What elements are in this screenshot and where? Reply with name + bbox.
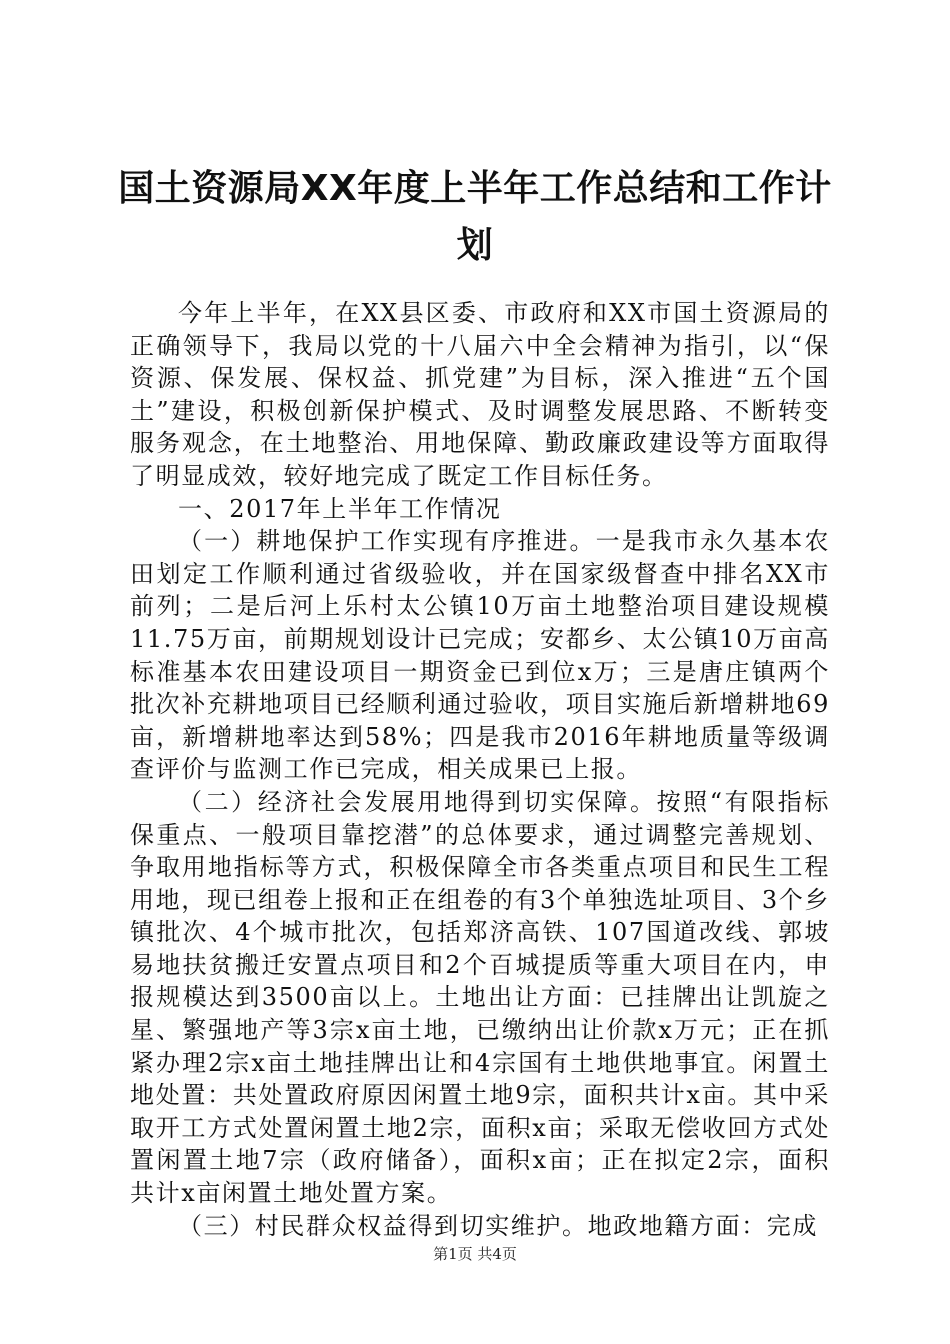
page-footer: 第1页 共4页 [433, 1245, 517, 1263]
document-title: 国土资源局XX年度上半年工作总结和工作计划 [118, 168, 832, 266]
body-paragraph: （一）耕地保护工作实现有序推进。一是我市永久基本农田划定工作顺利通过省级验收，并在国家级督查中排名XX市前列；二是后河上乐村太公镇10万亩土地整治项目建设规模11.75万亩，前期规划设计已完成；安都乡、太公镇10万亩高标准基本农田建设项目一期资金已到位x万；三是唐庄镇两个批次补充耕地项目已经顺利通过验收，项目实施后新增耕地69亩，新增耕地率达到58%；四是我市2016年耕地质量等级调查评价与监测工作已完成，相关成果已上报。 [130, 527, 830, 784]
section-heading: 一、2017年上半年工作情况 [178, 494, 502, 523]
body-paragraph: （三）村民群众权益得到切实维护。地政地籍方面：完成 [178, 1211, 818, 1240]
intro-paragraph: 今年上半年，在XX县区委、市政府和XX市国土资源局的正确领导下，我局以党的十八届六中全会精神为指引，以“保资源、保发展、保权益、抓党建”为目标，深入推进“五个国土”建设，积极创新保护模式、及时调整发展思路、不断转变服务观念，在土地整治、用地保障、勤政廉政建设等方面取得了明显成效，较好地完成了既定工作目标任务。 [130, 299, 830, 490]
body-paragraph: （二）经济社会发展用地得到切实保障。按照“有限指标保重点、一般项目靠挖潜”的总体要求，通过调整完善规划、争取用地指标等方式，积极保障全市各类重点项目和民生工程用地，现已组卷上报和正在组卷的有3个单独选址项目、3个乡镇批次、4个城市批次，包括郑济高铁、107国道改线、郭坡易地扶贫搬迁安置点项目和2个百城提质等重大项目在内，申报规模达到3500亩以上。土地出让方面：已挂牌出让凯旋之星、繁强地产等3宗x亩土地，已缴纳出让价款x万元；正在抓紧办理2宗x亩土地挂牌出让和4宗国有土地供地事宜。闲置土地处置：共处置政府原因闲置土地9宗，面积共计x亩。其中采取开工方式处置闲置土地2宗，面积x亩；采取无偿收回方式处置闲置土地7宗（政府储备），面积x亩；正在拟定2宗，面积共计x亩闲置土地处置方案。 [130, 787, 830, 1208]
document-body [130, 297, 830, 1242]
